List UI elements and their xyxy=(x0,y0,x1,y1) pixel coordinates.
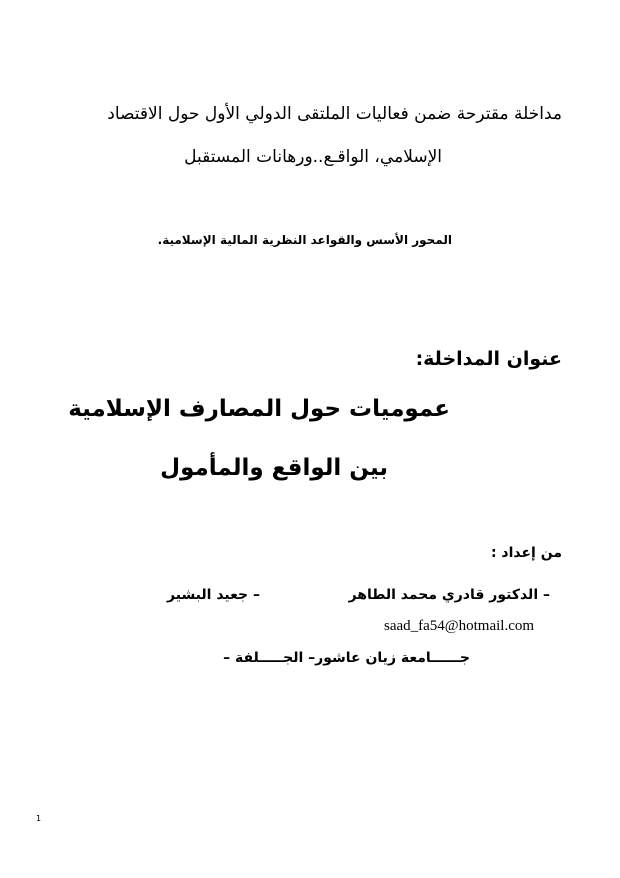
author-1: – الدكتور قادري محمد الطاهر xyxy=(348,587,550,603)
title-label: عنوان المداخلة: xyxy=(415,348,562,370)
main-title: عموميات حول المصارف الإسلامية xyxy=(68,396,450,422)
author-2: – جعيد البشير xyxy=(167,587,260,603)
page-number: 1 xyxy=(36,814,42,823)
author-email: saad_fa54@hotmail.com xyxy=(384,618,535,634)
conference-intro-line-2: الإسلامي، الواقـع..ورهانات المستقبل xyxy=(184,147,442,167)
prepared-by-label: من إعداد : xyxy=(490,545,562,561)
subtitle: بين الواقع والمأمول xyxy=(160,455,388,481)
conference-axis: المحور الأسس والقواعد النظرية المالية الإسلامية. xyxy=(157,233,452,247)
university-affiliation: جــــــامعة زيان عاشور– الجـــــلفة – xyxy=(223,650,470,666)
conference-intro-line-1: مداخلة مقترحة ضمن فعاليات الملتقى الدولي الأول حول الاقتصاد xyxy=(107,104,562,124)
